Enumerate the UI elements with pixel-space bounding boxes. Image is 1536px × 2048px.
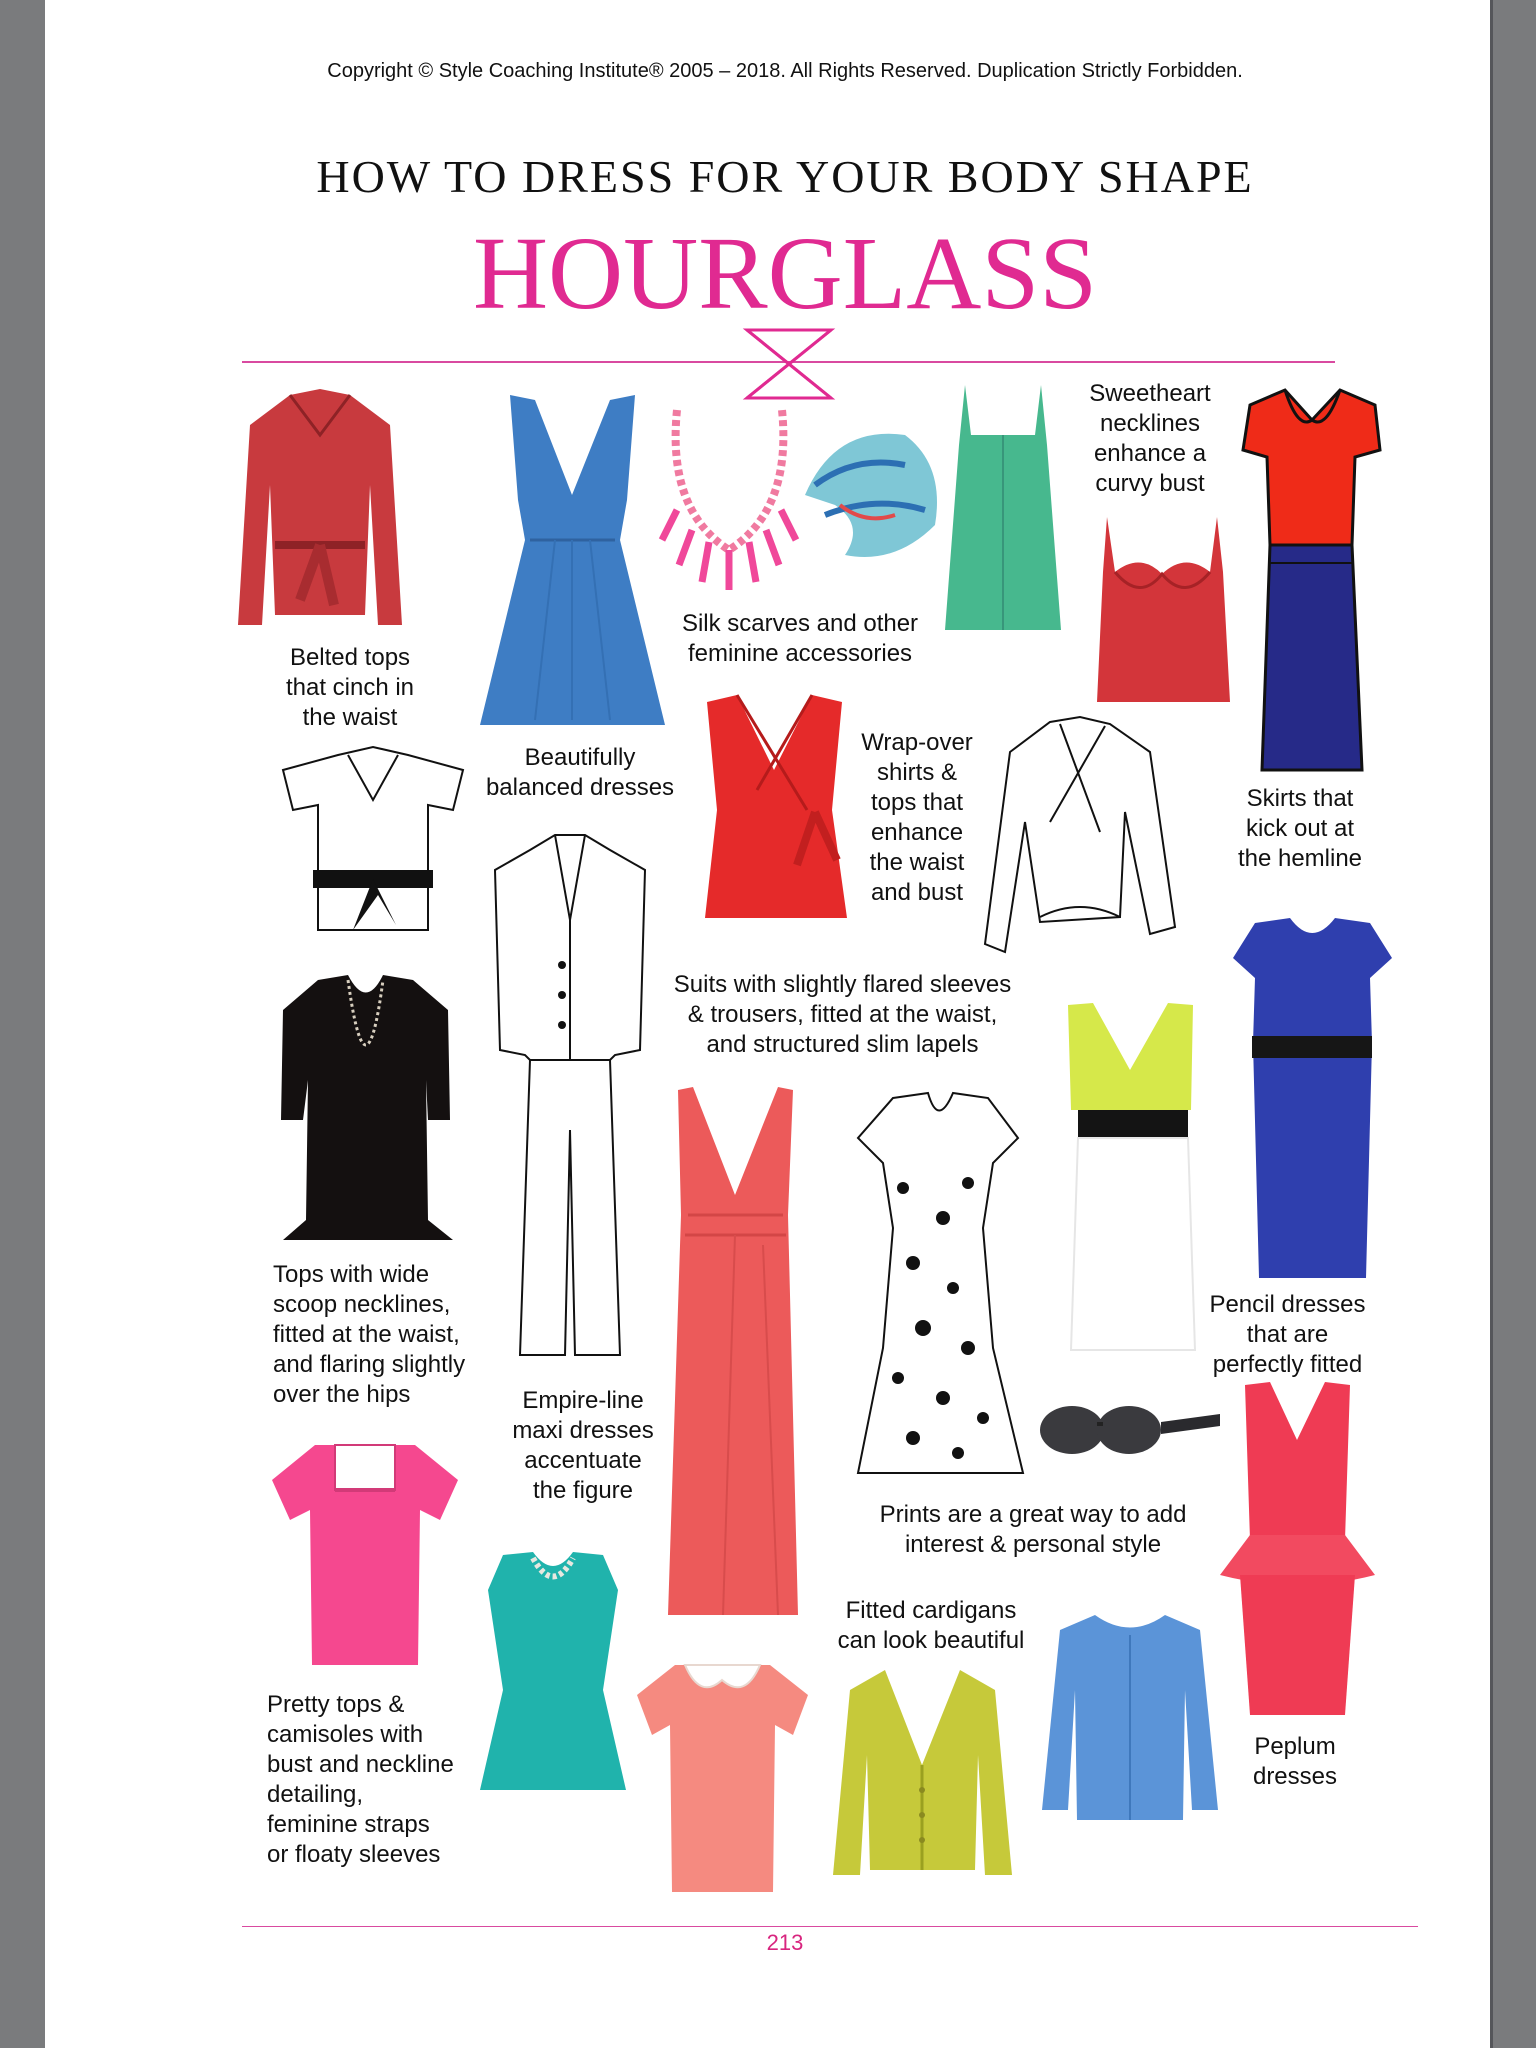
peplum-dress-icon [1215, 1380, 1380, 1720]
caption-balanced-dresses: Beautifully balanced dresses [485, 744, 675, 801]
footer-rule [242, 1926, 1418, 1927]
caption-peplum: Peplum dresses [1252, 1733, 1338, 1790]
hourglass-icon [743, 328, 835, 400]
sweetheart-outfit-icon [1240, 385, 1385, 775]
page-number: 213 [766, 1930, 804, 1955]
royal-pencil-dress-icon [1230, 918, 1395, 1283]
green-cami-icon [943, 385, 1063, 630]
caption-pretty-tops: Pretty tops & camisoles with bust and neckline detailing, feminine straps or floaty sleeves [267, 1691, 454, 1868]
caption-cardigans: Fitted cardigans can look beautiful [837, 1597, 1025, 1654]
scarf-icon [795, 415, 945, 575]
belted-top-sketch-icon [278, 745, 468, 935]
caption-pencil: Pencil dresses that are perfectly fitted [1209, 1291, 1366, 1378]
caption-suits: Suits with slightly flared sleeves & trousers, fitted at the waist, and structured slim lapels [673, 971, 1012, 1058]
page-subtitle: HOW TO DRESS FOR YOUR BODY SHAPE [316, 151, 1254, 202]
wrap-top-icon [697, 690, 852, 920]
caption-prints: Prints are a great way to add interest & personal style [879, 1501, 1187, 1558]
caption-scarves: Silk scarves and other feminine accessories [681, 610, 919, 667]
blue-dress-icon [475, 390, 670, 730]
red-bustier-icon [1095, 512, 1230, 707]
caption-empire: Empire-line maxi dresses accentuate the figure [512, 1387, 654, 1504]
caption-belted-tops: Belted tops that cinch in the waist [285, 644, 415, 731]
document-page [45, 0, 1490, 2048]
belted-blouse-icon [230, 385, 410, 635]
blue-cardigan-icon [1040, 1610, 1220, 1830]
viewer-scroll-gutter [1490, 0, 1536, 2048]
copyright-notice: Copyright © Style Coaching Institute® 2005 – 2018. All Rights Reserved. Duplication Strictly Forbidden. [327, 60, 1243, 82]
lime-dress-icon [1063, 1000, 1198, 1355]
caption-sweetheart: Sweetheart necklines enhance a curvy bust [1089, 380, 1211, 497]
pink-top-icon [270, 1440, 460, 1670]
wrap-shirt-sketch-icon [980, 712, 1180, 967]
caption-wrap-over: Wrap-over shirts & tops that enhance the waist and bust [861, 729, 973, 906]
suit-sketch-icon [490, 830, 650, 1365]
caption-scoop-tops: Tops with wide scoop necklines, fitted at the waist, and flaring slightly over the hips [273, 1261, 466, 1408]
collar-top-icon [635, 1660, 810, 1895]
necklace-icon [657, 400, 802, 595]
mustard-cardigan-icon [830, 1665, 1015, 1880]
sunglasses-icon [1037, 1400, 1222, 1465]
coral-maxi-icon [663, 1085, 808, 1620]
caption-skirts: Skirts that kick out at the hemline [1237, 785, 1363, 872]
page-title: HOURGLASS [472, 216, 1098, 331]
black-dress-icon [278, 970, 453, 1240]
print-dress-sketch-icon [853, 1088, 1023, 1478]
